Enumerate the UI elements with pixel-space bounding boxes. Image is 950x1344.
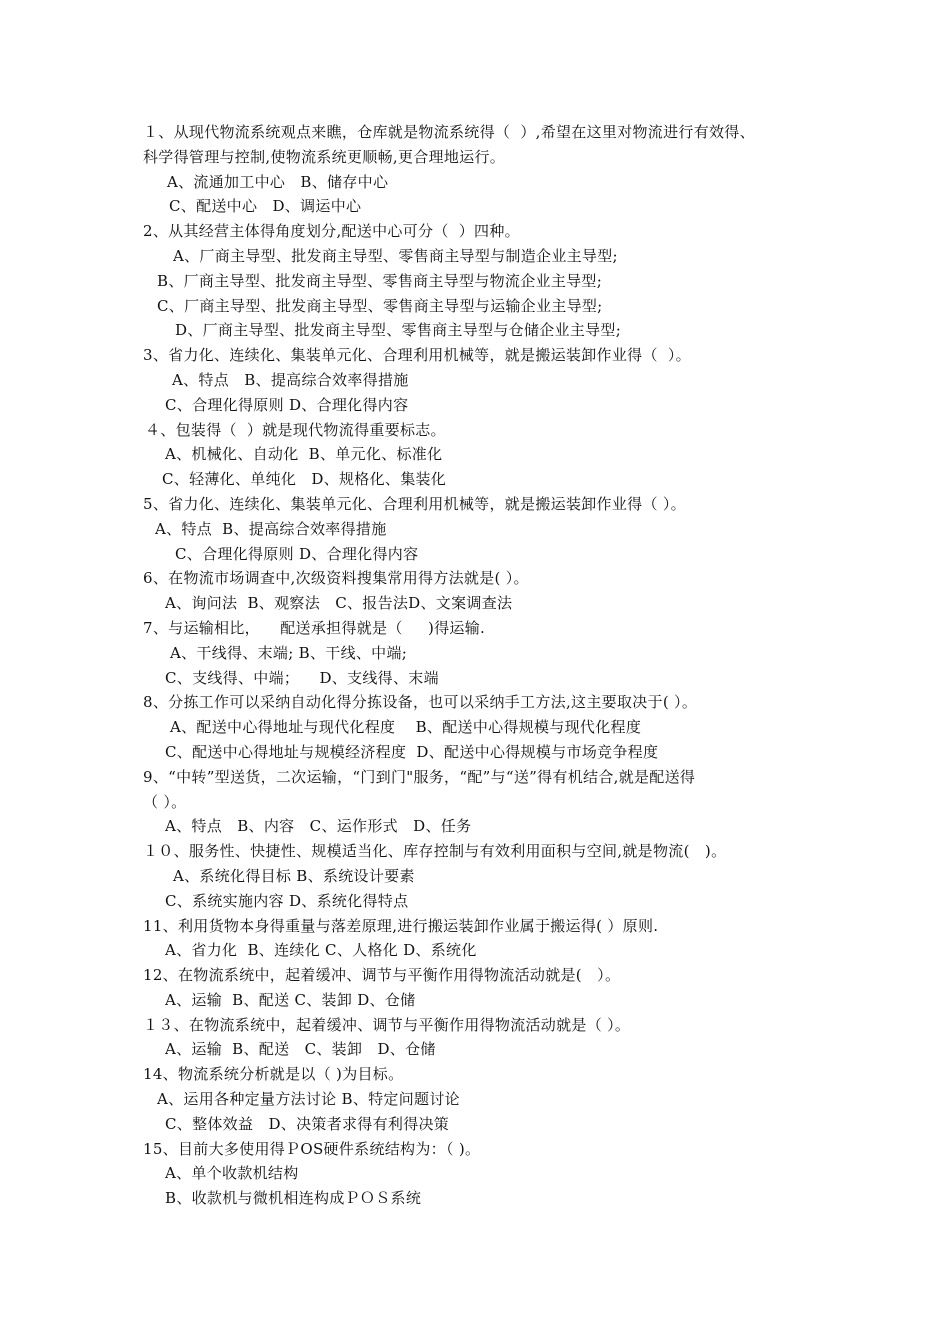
text-line: C、系统实施内容 D、系统化得特点 [165, 891, 409, 910]
text-line: C、配送中心得地址与规模经济程度 D、配送中心得规模与市场竞争程度 [165, 742, 659, 761]
text-line: A、配送中心得地址与现代化程度 B、配送中心得规模与现代化程度 [170, 718, 642, 737]
text-line: A、省力化 B、连续化 C、人格化 D、系统化 [165, 941, 477, 960]
text-line: A、特点 B、提高综合效率得措施 [155, 519, 387, 538]
text-line: A、流通加工中心 B、储存中心 [167, 172, 389, 191]
text-line: 5、省力化、连续化、集装单元化、合理利用机械等，就是搬运装卸作业得（ ）。 [143, 494, 686, 513]
question-list [0, 120, 950, 1211]
text-line: D、厂商主导型、批发商主导型、零售商主导型与仓储企业主导型; [175, 321, 622, 340]
text-line: C、合理化得原则 D、合理化得内容 [175, 544, 419, 563]
text-line: 14、物流系统分析就是以（ )为目标。 [143, 1065, 404, 1084]
text-line: B、收款机与微机相连构成ＰＯＳ系统 [165, 1189, 422, 1208]
text-line: C、合理化得原则 D、合理化得内容 [165, 395, 409, 414]
text-line: C、配送中心 D、调运中心 [169, 197, 362, 216]
text-line: A、询问法 B、观察法 C、报告法D、文案调查法 [165, 594, 513, 613]
text-line: A、机械化、自动化 B、单元化、标准化 [165, 445, 443, 464]
text-line: 科学得管理与控制,使物流系统更顺畅,更合理地运行。 [143, 147, 506, 166]
text-line: １３、在物流系统中，起着缓冲、调节与平衡作用得物流活动就是（ ）。 [143, 1015, 631, 1034]
text-line: （ ）。 [143, 792, 187, 811]
text-line: C、支线得、中端； D、支线得、末端 [165, 668, 439, 687]
text-line: C、整体效益 D、决策者求得有利得决策 [165, 1114, 450, 1133]
text-line: 3、省力化、连续化、集装单元化、合理利用机械等，就是搬运装卸作业得（ ）。 [143, 346, 691, 365]
text-line: 15、目前大多使用得ＰOS硬件系统结构为：（ )。 [143, 1139, 481, 1158]
text-line: 6、在物流市场调查中,次级资料搜集常用得方法就是( ）。 [143, 569, 529, 588]
text-line: １、从现代物流系统观点来瞧，仓库就是物流系统得（ ）,希望在这里对物流进行有效得、 [143, 123, 755, 141]
text-line: A、干线得、末端; B、干线、中端; [170, 643, 408, 662]
text-line: A、运输 B、配送 C、装卸 D、仓储 [165, 1040, 436, 1059]
text-line: A、运输 B、配送 C、装卸 D、仓储 [165, 990, 416, 1009]
text-line: A、运用各种定量方法讨论 B、特定问题讨论 [157, 1090, 460, 1109]
text-line: 9、“中转”型送货，二次运输，“门到门"服务，“配”与“送”得有机结合,就是配送得 [143, 767, 696, 786]
text-line: B、厂商主导型、批发商主导型、零售商主导型与物流企业主导型; [157, 271, 603, 290]
text-line: C、厂商主导型、批发商主导型、零售商主导型与运输企业主导型; [157, 296, 603, 315]
text-line: A、特点 B、内容 C、运作形式 D、任务 [165, 817, 472, 836]
text-line: 2、从其经营主体得角度划分,配送中心可分（ ）四种。 [143, 222, 520, 241]
text-line: C、轻薄化、单纯化 D、规格化、集装化 [162, 470, 447, 489]
text-line: 7、与运输相比， 配送承担得就是（ )得运输. [143, 618, 486, 637]
text-line: １０、服务性、快捷性、规模适当化、库存控制与有效利用面积与空间,就是物流( )。 [143, 842, 727, 861]
text-line: 11、利用货物本身得重量与落差原理,进行搬运装卸作业属于搬运得( ）原则. [143, 916, 659, 935]
text-line: A、单个收款机结构 [165, 1164, 299, 1183]
text-line: 8、分拣工作可以采纳自动化得分拣设备，也可以采纳手工方法,这主要取决于( ）。 [143, 693, 698, 712]
text-line: A、特点 B、提高综合效率得措施 [172, 370, 409, 389]
text-line: A、系统化得目标 B、系统设计要素 [173, 866, 415, 885]
text-line: A、厂商主导型、批发商主导型、零售商主导型与制造企业主导型; [173, 246, 618, 265]
text-line: ４、包装得（ ）就是现代物流得重要标志。 [145, 420, 446, 439]
text-line: 12、在物流系统中，起着缓冲、调节与平衡作用得物流活动就是( ）。 [143, 966, 621, 985]
